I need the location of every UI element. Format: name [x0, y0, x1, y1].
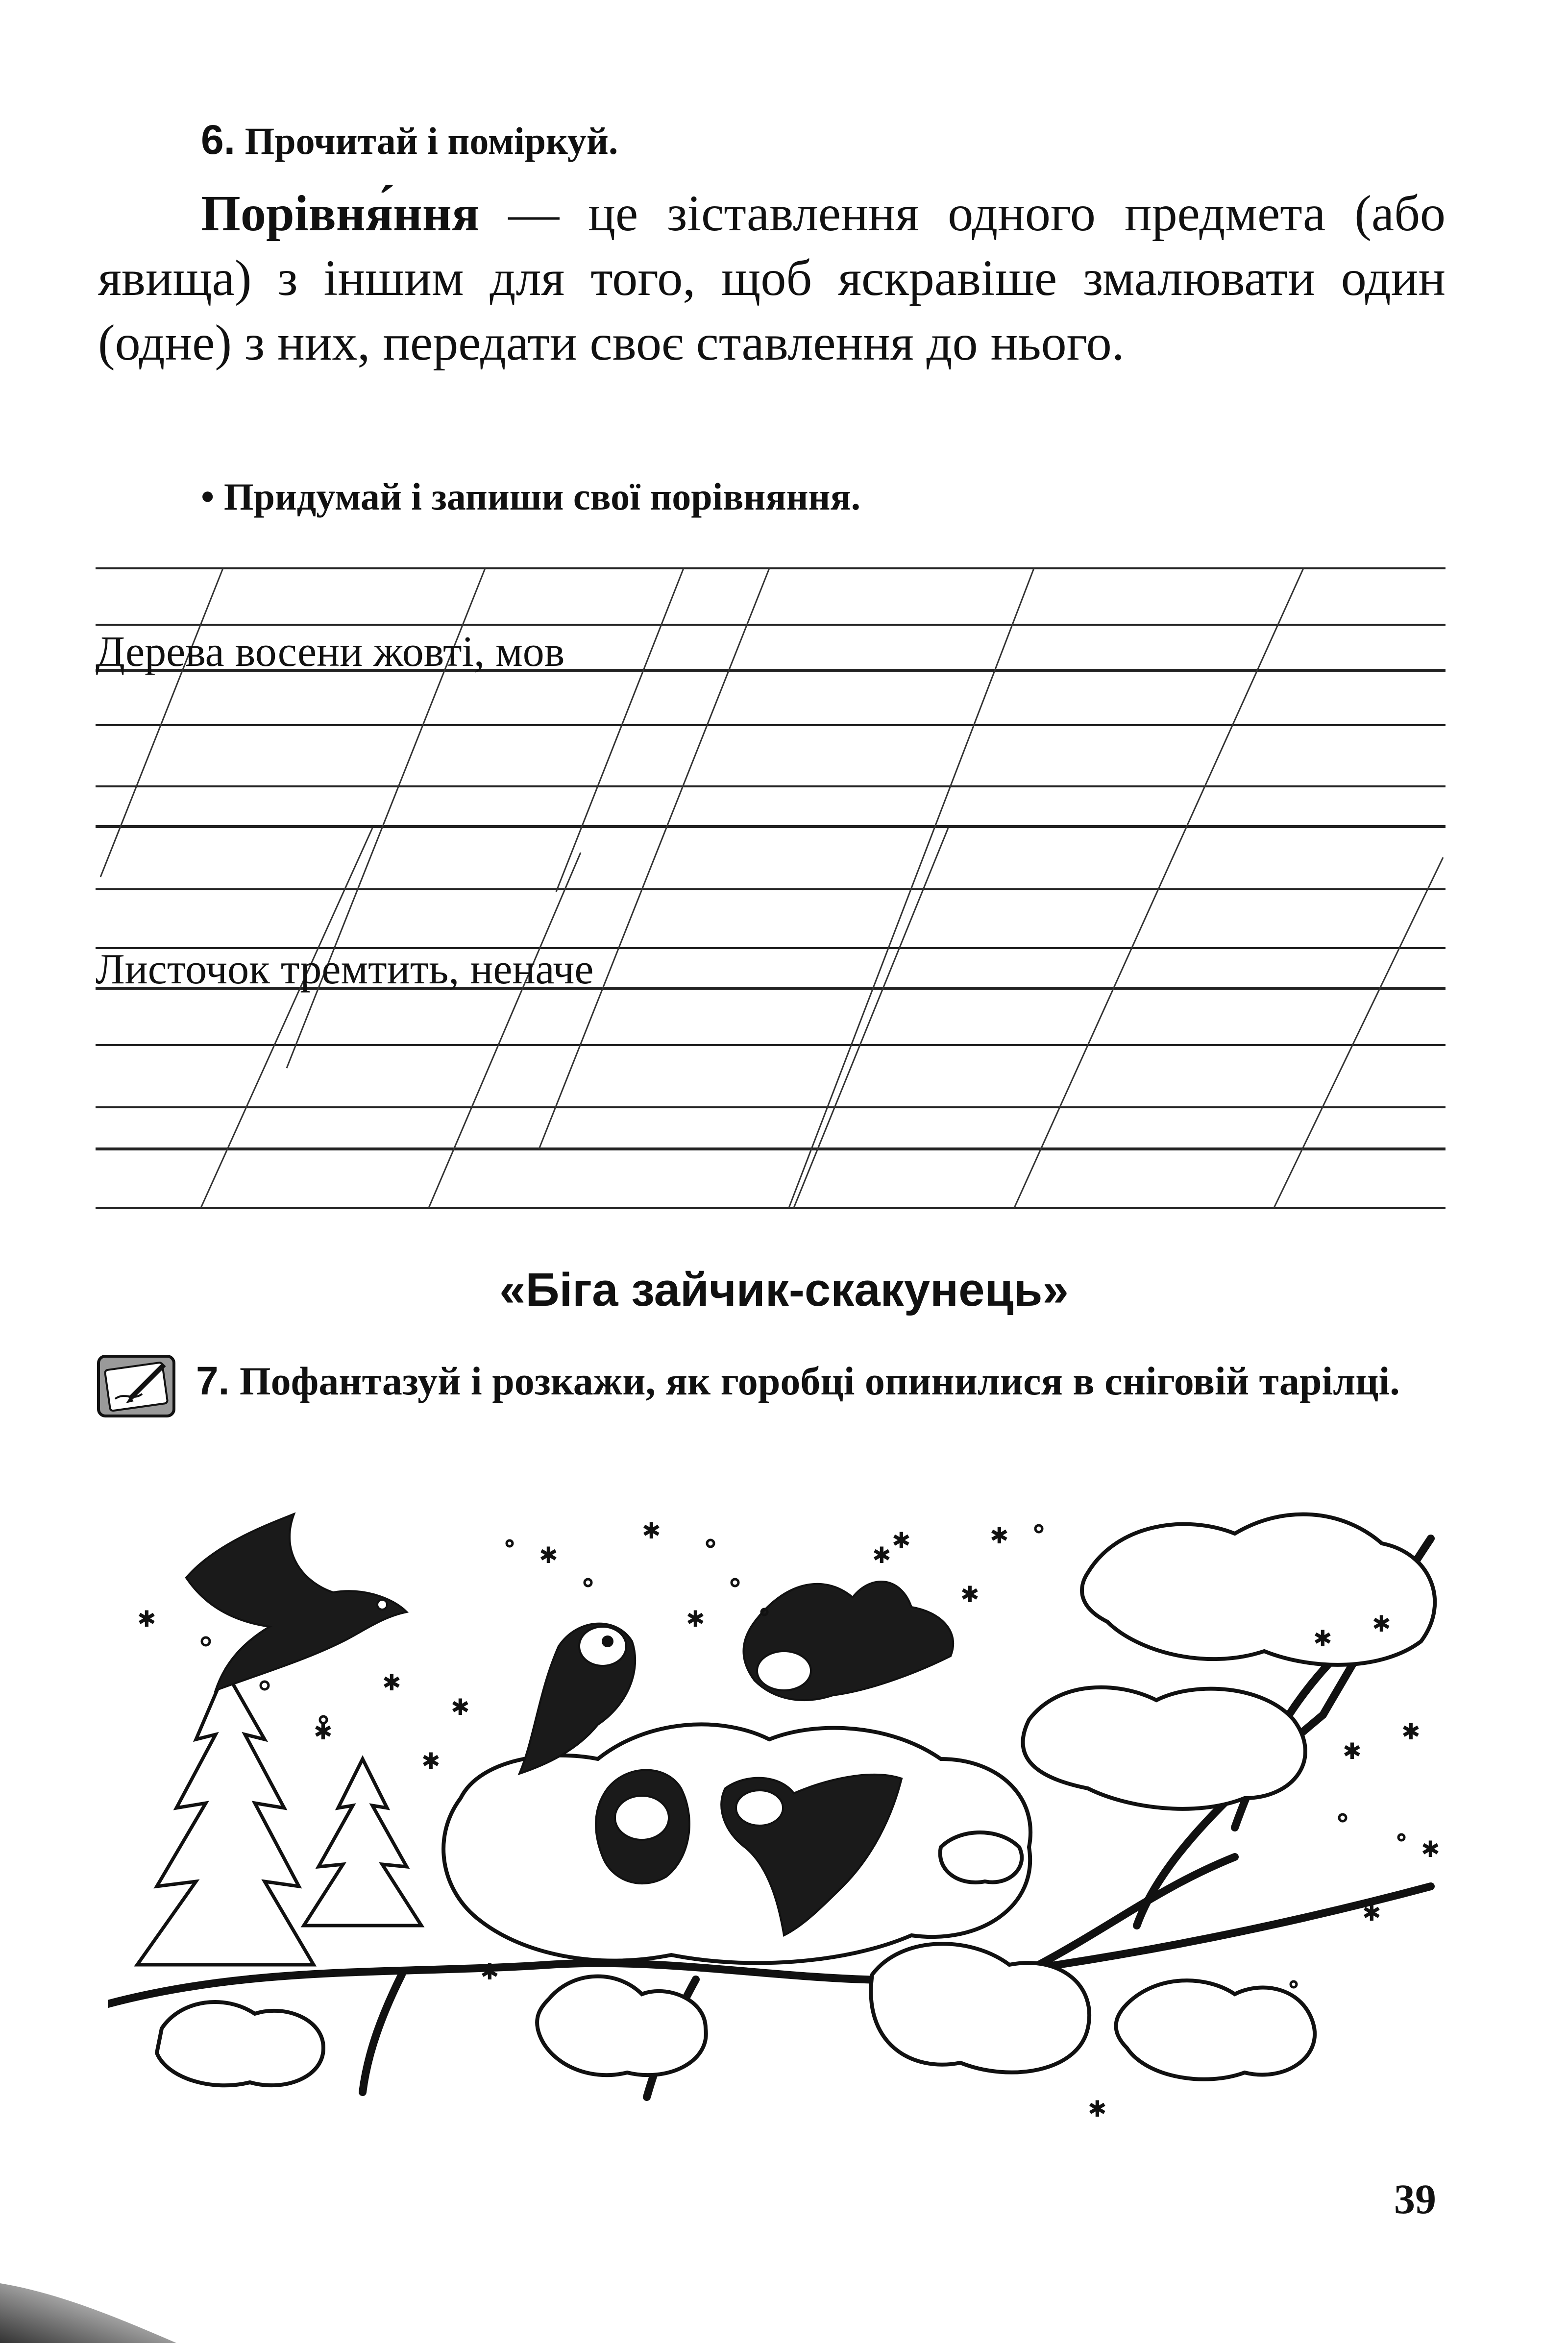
svg-text:✱: ✱ [892, 1527, 911, 1554]
bullet-instruction-text: Придумай і запиши свої порівняння. [223, 475, 861, 518]
prefill-sentence-2: Листочок тремтить, неначе [96, 946, 594, 993]
task-7 [196, 1352, 1446, 1410]
svg-text:✱: ✱ [539, 1542, 558, 1568]
svg-text:✱: ✱ [1343, 1738, 1362, 1764]
svg-text:✱: ✱ [642, 1517, 661, 1544]
svg-text:✱: ✱ [1372, 1611, 1391, 1637]
svg-text:✱: ✱ [1401, 1718, 1421, 1745]
fir-tree [137, 1671, 421, 1965]
bullet-icon: • [201, 475, 215, 518]
svg-text:✱: ✱ [1313, 1625, 1332, 1652]
svg-text:✱: ✱ [686, 1606, 705, 1632]
svg-text:✱: ✱ [1362, 1900, 1381, 1926]
svg-text:✱: ✱ [960, 1581, 980, 1608]
task-7-text: Пофантазуй і розкажи, як горобці опинилися в сніговій тарілці. [239, 1359, 1400, 1403]
svg-text:✱: ✱ [1088, 2096, 1107, 2122]
svg-text:✱: ✱ [480, 1958, 499, 1985]
flying-sparrow [186, 1514, 407, 1690]
task-6-number: 6. [201, 117, 236, 163]
task-6-title-text: Прочитай і поміркуй. [245, 120, 618, 162]
sparrows-in-snow-illustration [108, 1485, 1460, 2161]
svg-text:✱: ✱ [872, 1542, 891, 1568]
prefill-sentence-1: Дерева восени жовті, мов [96, 628, 565, 676]
section-title: «Біга зайчик-скакунець» [499, 1264, 1069, 1316]
svg-text:✱: ✱ [1421, 1836, 1440, 1862]
task-7-number: 7. [196, 1359, 230, 1403]
definition-text: — це зіставлення одного предмета (або явища) з іншим для того, щоб яскравіше змалювати один (одне) з них, передати своє ставлення до нього. [98, 185, 1446, 371]
svg-text:✱: ✱ [421, 1748, 441, 1774]
scan-edge-shadow [0, 2264, 176, 2343]
svg-text:✱: ✱ [382, 1669, 401, 1696]
pencil-writing-icon [96, 1352, 178, 1421]
page-number: 39 [1394, 2175, 1436, 2222]
svg-text:✱: ✱ [314, 1718, 333, 1745]
svg-text:✱: ✱ [451, 1694, 470, 1720]
svg-text:✱: ✱ [990, 1522, 1009, 1549]
svg-text:✱: ✱ [137, 1606, 156, 1632]
definition-term: Порівня́ння [201, 185, 480, 242]
